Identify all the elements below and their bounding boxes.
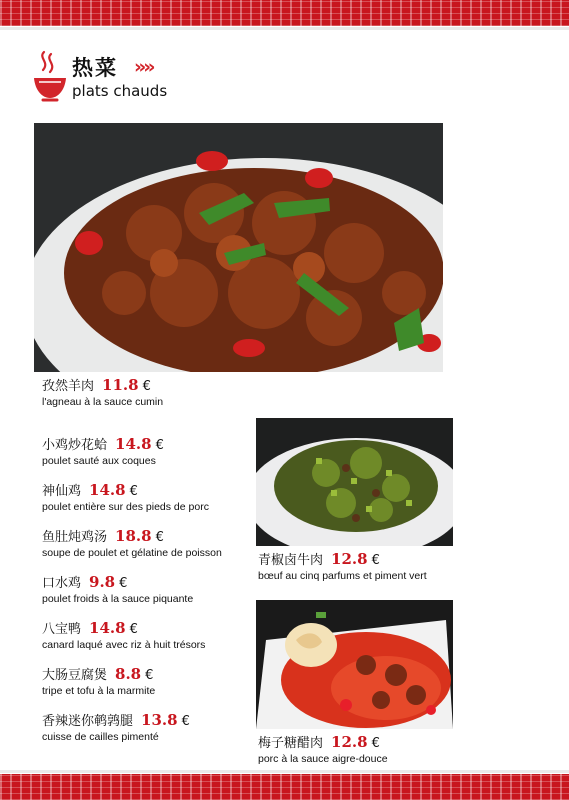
dish-name-fr: tripe et tofu à la marmite [42,685,156,697]
dish-photo-sweet-sour-pork [256,600,453,729]
dish-name-cn: 口水鸡 [42,576,82,591]
currency-symbol: € [181,714,190,729]
dish-name-fr: poulet froids à la sauce piquante [42,593,194,605]
dish-name-cn: 神仙鸡 [42,484,82,499]
dish-name-fr: l'agneau à la sauce cumin [42,396,164,408]
bottom-decorative-border [0,774,569,800]
dish-price: 12.8 [331,733,368,751]
dish-item [42,573,193,606]
currency-symbol: € [129,622,138,637]
dish-price: 11.8 [102,376,139,394]
steaming-bowl-icon [30,48,70,104]
dish-name-fr: cuisse de cailles pimenté [42,731,159,743]
dish-item [42,711,190,744]
dish-name-cn: 孜然羊肉 [42,379,95,394]
currency-symbol: € [142,379,151,394]
chevron-right-icon: »» [134,56,153,78]
dish-item [258,550,427,583]
dish-item [42,619,205,652]
dish-name-cn: 香辣迷你鹌鹑腿 [42,714,134,729]
section-title-french: plats chauds [72,82,168,100]
dish-item [42,376,163,409]
dish-name-fr: porc à la sauce aigre-douce [258,753,388,765]
currency-symbol: € [371,553,380,568]
currency-symbol: € [145,668,154,683]
dish-name-fr: poulet sauté aux coques [42,455,156,467]
dish-name-fr: canard laqué avec riz à huit trésors [42,639,206,651]
dish-item [42,527,222,560]
currency-symbol: € [371,736,380,751]
currency-symbol: € [129,484,138,499]
dish-price: 13.8 [141,711,178,729]
currency-symbol: € [119,576,128,591]
dish-price: 8.8 [115,665,142,683]
dish-price: 14.8 [89,619,126,637]
dish-name-fr: soupe de poulet et gélatine de poisson [42,547,222,559]
dish-price: 9.8 [89,573,116,591]
dish-name-cn: 鱼肚炖鸡汤 [42,530,108,545]
dish-name-cn: 大肠豆腐煲 [42,668,108,683]
dish-price: 18.8 [115,527,152,545]
dish-name-fr: bœuf au cinq parfums et piment vert [258,570,427,582]
dish-price: 12.8 [331,550,368,568]
dish-name-fr: poulet entière sur des pieds de porc [42,501,209,513]
dish-item [42,481,209,514]
currency-symbol: € [155,530,164,545]
dish-price: 14.8 [89,481,126,499]
dish-name-cn: 八宝鸭 [42,622,82,637]
dish-name-cn: 梅子糖醋肉 [258,736,324,751]
section-title-chinese: 热菜 [72,56,118,80]
dish-photo-cumin-lamb [34,123,443,372]
dish-item [42,665,155,698]
dish-name-cn: 小鸡炒花蛤 [42,438,108,453]
dish-photo-beef-green-pepper [256,418,453,546]
top-decorative-border [0,0,569,26]
dish-item [42,435,164,468]
section-header [30,48,230,108]
dish-item [258,733,388,766]
dish-price: 14.8 [115,435,152,453]
dish-name-cn: 青椒卤牛肉 [258,553,324,568]
currency-symbol: € [155,438,164,453]
